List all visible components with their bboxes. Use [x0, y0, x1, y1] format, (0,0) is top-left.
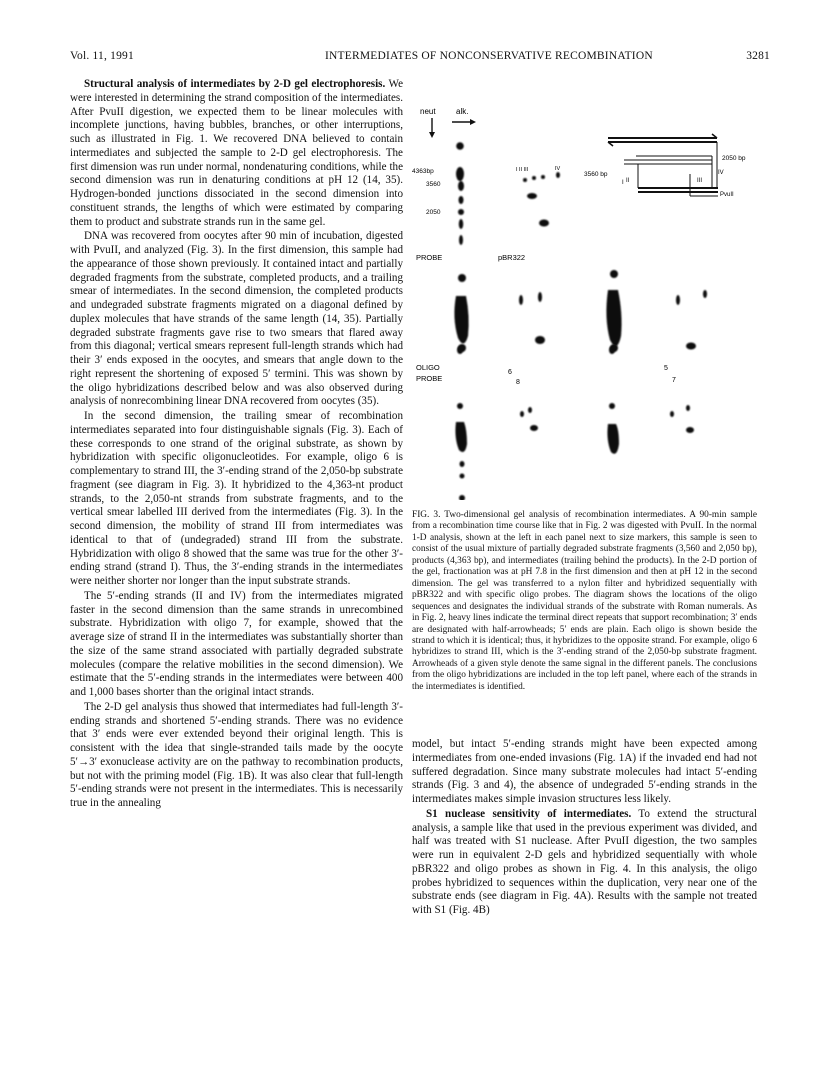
diagram-label-3560: 3560 bp	[584, 171, 608, 178]
panel-pbr322-mid	[454, 270, 707, 354]
paragraph-s1-nuclease	[412, 808, 757, 918]
paragraph-2d-gel	[70, 78, 403, 229]
oligo-5-label: 5	[664, 365, 668, 372]
page-number: 3281	[746, 50, 770, 62]
running-title: INTERMEDIATES OF NONCONSERVATIVE RECOMBINATION	[325, 50, 653, 62]
oligo-8-label: 8	[516, 379, 520, 386]
neut-arrow-head	[429, 132, 435, 138]
caption-text: Two-dimensional gel analysis of recombination intermediates. A 90-min sample from a recombination time course like that in Fig. 2 was digested with PvuII. In the normal 1-D analysis, shown at the left in each panel next to size markers, this sample is seen to consist of the usual mixture of partially degraded substrate fragments (3,560 and 2,050 bp), products (4,363 bp), and intermediates (trailing behind the products). In the 2-D portion of the gel, fractionation was at pH 7.8 in the first dimension and then at pH 12 in the second dimension. The gel was transferred to a nylon filter and hybridized sequentially with pBR322 and with specific oligo probes. The diagram shows the locations of the oligo sequences and designates the individual strands of the substrate with Roman numerals. As in Fig. 2, heavy lines indicate the terminal direct repeats that support recombination; 3′ ends are designated with half-arrowheads; 5′ ends are plain. Each oligo is shown beside the strand to which it is identical; thus, it hybridizes to the opposite strand. For example, oligo 6 hybridizes to strand III, which is the 3′-ending strand of the 2,050-bp substrate fragment. Arrowheads of a given style denote the same signal in the different panels. The conclusions from the oligo hybridizations are included in the top left panel, where each of the strands in the intermediates is identified.	[412, 510, 757, 692]
figure-3-caption	[412, 510, 757, 693]
substrate-diagram	[608, 134, 718, 196]
paragraph-dna-recovery: DNA was recovered from oocytes after 90 min of incubation, digested with PvuII, and analyzed (Fig. 3). In the first dimension, this sample had the appearance of those shown previously. It contained intact and partially degraded fragments from the substrate, completed products, and a trailing smear of intermediates. In the second dimension, the completed products and undegraded substrate fragments migrated on a diagonal defined by duplex molecules that have strands of the same length (14, 35). Partially degraded substrate fragments gave rise to two smears that flared away from this diagonal; vertical smears represent full-length strands which had their 3′ ends exposed in the oocytes, and smears that angle down to the right represent the shortening of exposed 5′ termini. This was shown by the oligo hybridizations described below and was also observed during analysis of nonrecombining linear DNA recovered from oocytes (35).	[70, 230, 403, 408]
top-spot-labels: I II III	[516, 167, 529, 173]
left-column	[70, 78, 403, 811]
pvuii-label: PvuII	[720, 192, 734, 198]
size-marker-4363: 4363bp	[412, 168, 434, 175]
caption-label: FIG. 3.	[412, 510, 441, 520]
strand-label-ii: II	[626, 178, 630, 184]
panel-oligo	[455, 344, 694, 500]
paragraph-text: We were interested in determining the strand composition of the intermediates. After PvuII digestion, we expected them to be linear molecules with incomplete junctions, having bubbles, branches, or other interruptions, such as illustrated in Fig. 1. We recovered DNA believed to contain intermediates and subjected the sample to 2-D gel electrophoresis. The first dimension was run under normal, nondenaturing conditions, while the second dimension was run in denaturing conditions at pH 12 (14, 35). Hydrogen-bonded junctions dissociated in the second dimension into constituent strands, the lengths of which were estimated by comparing them to product and substrate strands run in the same gel.	[70, 78, 403, 228]
oligo-6-label: 6	[508, 369, 512, 376]
volume-label: Vol. 11, 1991	[70, 50, 134, 62]
size-marker-3560: 3560	[426, 181, 441, 188]
paragraph-annealing-model: model, but intact 5′-ending strands might have been expected among intermediates from one-ended invasions (Fig. 1A) if the invaded end had not suffered degradation. Since many substrate molecules had intact 5′-ending strands (Fig. 3 and 4), the absence of undegraded 5′-ending strands in the intermediates makes simple invasion structures less likely.	[412, 738, 757, 805]
section-heading-2d-gel: Structural analysis of intermediates by 2-D gel electrophoresis.	[84, 78, 386, 90]
alk-arrow-head	[470, 119, 476, 125]
diagram-label-2050: 2050 bp	[722, 155, 746, 162]
paragraph-second-dimension: In the second dimension, the trailing smear of recombination intermediates separated into four distinguishable signals (Fig. 3). Each of these corresponds to one strand of the original substrate, as shown by hybridization with specific oligonucleotides. For example, oligo 6 is complementary to strand III, the 3′-ending strand of the 2,050-bp substrate fragment (see diagram in Fig. 3). It hybridized to the 4,363-nt product strands, to the 2,050-nt strands from substrate fragments, and to the vertical smear labelled III derived from the intermediates (Fig. 3). In the second dimension, the mobility of strand III from intermediates was identical to that of (undegraded) strand III from the substrate. Hybridization with oligo 8 showed that the same was true for the other 3′-ending strand (strand I). Thus, the 3′-ending strands in the intermediates were neither shorter nor longer than the input substrate strands.	[70, 410, 403, 587]
probe-label: PROBE	[416, 253, 443, 262]
probe-name-label: pBR322	[498, 253, 526, 262]
strand-label-i: I	[622, 180, 624, 186]
alk-label: alk.	[456, 107, 469, 116]
running-header	[70, 50, 770, 66]
oligo-probe-label: PROBE	[416, 374, 443, 383]
top-spot-label-iv: IV	[555, 166, 561, 172]
oligo-label: OLIGO	[416, 363, 440, 372]
paragraph-five-prime: The 5′-ending strands (II and IV) from the intermediates migrated faster in the second dimension than the same strands in unrecombined substrate. Hybridization with oligo 7, for example, showed that the average size of strand II in the intermediates was substantially shorter than the size of the same strand associated with partially degraded substrate molecules (compare the relative mobilities in the second dimension). We estimate that the 5′-ending strands in the intermediates were between 400 and 1,000 bases shorter than the original intact strands.	[70, 589, 403, 698]
size-marker-2050: 2050	[426, 209, 441, 216]
figure-3-gels	[412, 78, 757, 500]
right-column	[412, 738, 757, 918]
figure-3	[412, 78, 757, 500]
paragraph-text: To extend the structural analysis, a sample like that used in the previous experiment was divided, and half was treated with S1 nuclease. After PvuII digestion, the two samples were run in equivalent 2-D gels and hybridized sequentially with whole pBR322 and oligo probes as shown in Fig. 4. In this analysis, the oligo probes hybridized to sequences within the duplication, very near one of the substrate ends (see diagram in Fig. 4A). Results with the sample not treated with S1 (Fig. 4B)	[412, 807, 757, 916]
paragraph-conclusion: The 2-D gel analysis thus showed that intermediates had full-length 3′-ending strands and shortened 5′-ending strands. There was no evidence that 3′ ends were ever extended beyond their original length. This is consistent with the idea that single-stranded tails made by the oocyte 5′→3′ exonuclease activity are on the pathway to recombination products, but not with the priming model (Fig. 1B). It was also clear that full-length 5′-ending strands were not present in the intermediates. This is necessarily true in the annealing	[70, 700, 403, 809]
panel-pbr322-left	[456, 142, 560, 245]
neut-label: neut	[420, 107, 436, 116]
oligo-7-label: 7	[672, 377, 676, 384]
strand-label-iv: IV	[718, 170, 724, 176]
section-heading-s1: S1 nuclease sensitivity of intermediates.	[426, 807, 632, 820]
strand-label-iii: III	[697, 178, 703, 184]
